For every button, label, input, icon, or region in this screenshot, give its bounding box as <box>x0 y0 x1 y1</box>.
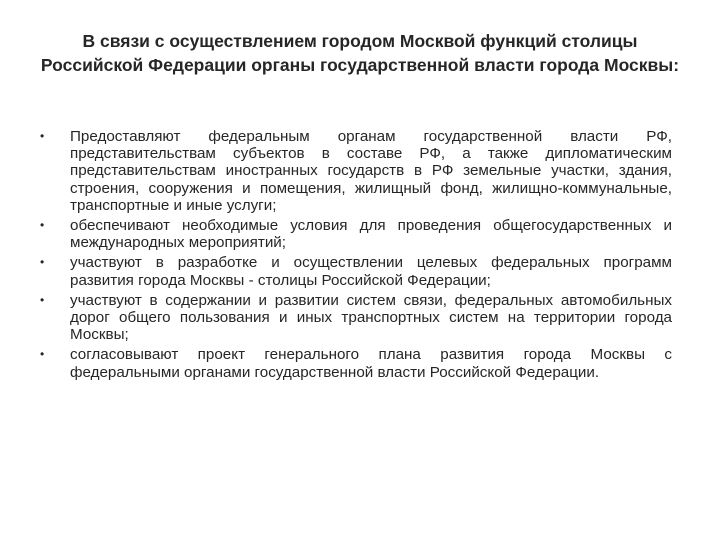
bullet-icon: • <box>40 292 45 307</box>
bullet-item <box>38 346 672 380</box>
bullet-text: согласовывают проект генерального плана развития города Москвы с федеральными органами государственной власти Российской Федерации. <box>70 346 672 381</box>
bullet-item <box>38 254 672 288</box>
bullet-icon: • <box>40 218 45 233</box>
bullet-text: участвуют в разработке и осуществлении целевых федеральных программ развития города Москвы - столицы Российской Федерации; <box>70 254 672 289</box>
bullet-text: обеспечивают необходимые условия для проведения общегосударственных и международных мероприятий; <box>70 217 672 252</box>
slide-title: В связи с осуществлением городом Москвой функций столицы Российской Федерации органы государственной власти города Москвы: <box>40 31 680 75</box>
bullet-text: участвуют в содержании и развитии систем связи, федеральных автомобильных дорог общего пользования и иных транспортных систем на территории города Москвы; <box>70 291 672 344</box>
bullet-item <box>38 292 672 344</box>
bullet-list <box>38 128 672 384</box>
bullet-item <box>38 128 672 214</box>
bullet-item <box>38 217 672 251</box>
bullet-icon: • <box>40 255 45 270</box>
bullet-icon: • <box>40 347 45 362</box>
bullet-icon: • <box>40 129 45 143</box>
bullet-text: Предоставляют федеральным органам государственной власти РФ, представительствам субъектов в составе РФ, а также дипломатическим представительствам иностранных государств в РФ земельные участки, здания, строения, сооружения и помещения, жилищный фонд, жилищно-коммунальные, транспортные и иные услуги; <box>70 128 672 214</box>
